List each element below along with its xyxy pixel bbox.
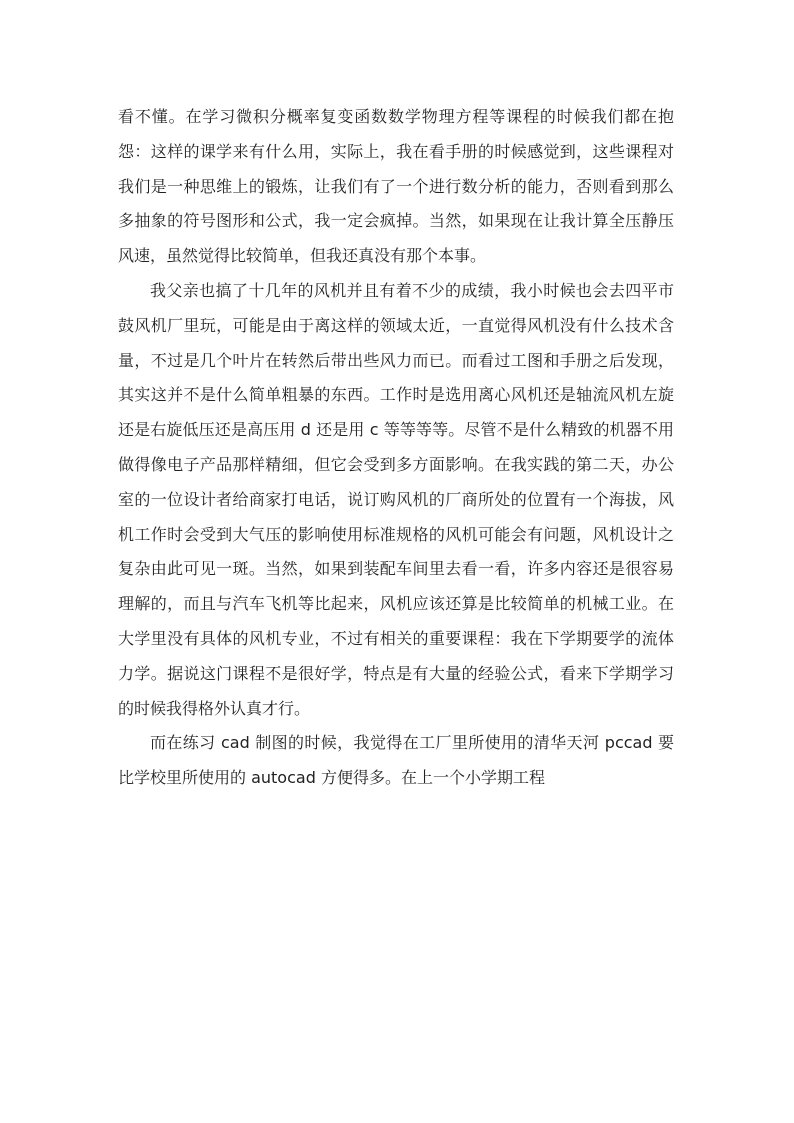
document-body — [118, 100, 674, 796]
paragraph-2: 我父亲也搞了十几年的风机并且有着不少的成绩，我小时候也会去四平市鼓风机厂里玩，可能是由于离这样的领域太近，一直觉得风机没有什么技术含量，不过是几个叶片在转然后带出些风力而已。而看过工图和手册之后发现，其实这并不是什么简单粗暴的东西。工作时是选用离心风机还是轴流风机左旋还是右旋低压还是高压用 d 还是用 c 等等等等。尽管不是什么精致的机器不用做得像电子产品那样精细，但它会受到多方面影响。在我实践的第二天，办公室的一位设计者给商家打电话，说订购风机的厂商所处的位置有一个海拔，风机工作时会受到大气压的影响使用标准规格的风机可能会有问题，风机设计之复杂由此可见一斑。当然，如果到装配车间里去看一看，许多内容还是很容易理解的，而且与汽车飞机等比起来，风机应该还算是比较简单的机械工业。在大学里没有具体的风机专业，不过有相关的重要课程：我在下学期要学的流体力学。据说这门课程不是很好学，特点是有大量的经验公式，看来下学期学习的时候我得格外认真才行。 — [118, 280, 674, 718]
paragraph-3: 而在练习 cad 制图的时候，我觉得在工厂里所使用的清华天河 pccad 要比学校里所使用的 autocad 方便得多。在上一个小学期工程 — [118, 733, 674, 788]
paragraph-1: 看不懂。在学习微积分概率复变函数数学物理方程等课程的时候我们都在抱怨：这样的课学来有什么用，实际上，我在看手册的时候感觉到，这些课程对我们是一种思维上的锻炼，让我们有了一个进行数分析的能力，否则看到那么多抽象的符号图形和公式，我一定会疯掉。当然，如果现在让我计算全压静压风速，虽然觉得比较简单，但我还真没有那个本事。 — [118, 107, 674, 266]
